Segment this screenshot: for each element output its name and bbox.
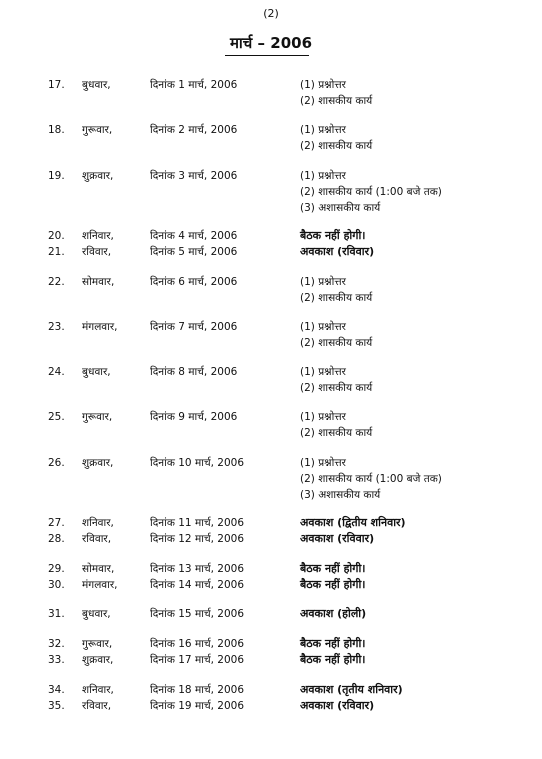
entry-weekday: बुधवार, bbox=[82, 366, 111, 378]
entry-date: दिनांक 18 मार्च, 2006 bbox=[150, 684, 245, 696]
entry-date: दिनांक 11 मार्च, 2006 bbox=[150, 517, 245, 529]
entry-date: दिनांक 8 मार्च, 2006 bbox=[150, 366, 238, 378]
entry-agenda bbox=[300, 319, 372, 351]
agenda-item: (2) शासकीय कार्य bbox=[300, 382, 373, 394]
entry-serial-number: 22. bbox=[48, 276, 65, 288]
entry-date: दिनांक 15 मार्च, 2006 bbox=[150, 608, 245, 620]
entry-serial-number: 19. bbox=[48, 170, 65, 182]
entry-serial-number: 26. bbox=[48, 457, 65, 469]
agenda-item: (1) प्रश्नोत्तर bbox=[300, 79, 346, 91]
entry-date: दिनांक 14 मार्च, 2006 bbox=[150, 579, 245, 591]
entry-agenda bbox=[300, 244, 374, 260]
agenda-item: बैठक नहीं होगी। bbox=[300, 637, 366, 650]
entry-agenda bbox=[300, 409, 372, 441]
entry-weekday: गुरूवार, bbox=[82, 638, 113, 650]
entry-date: दिनांक 17 मार्च, 2006 bbox=[150, 654, 245, 666]
agenda-item: (1) प्रश्नोत्तर bbox=[300, 124, 346, 136]
entry-weekday: सोमवार, bbox=[82, 276, 115, 288]
entry-agenda bbox=[300, 682, 403, 698]
schedule-entry bbox=[0, 274, 542, 304]
entry-date: दिनांक 2 मार्च, 2006 bbox=[150, 124, 238, 136]
schedule-entry bbox=[0, 409, 542, 439]
entry-weekday: मंगलवार, bbox=[82, 321, 118, 333]
schedule-entry bbox=[0, 606, 542, 622]
entry-serial-number: 34. bbox=[48, 684, 65, 696]
schedule-entry bbox=[0, 652, 542, 668]
entry-serial-number: 32. bbox=[48, 638, 65, 650]
agenda-item: (3) अशासकीय कार्य bbox=[300, 202, 381, 214]
entry-agenda bbox=[300, 77, 372, 109]
agenda-item: (2) शासकीय कार्य bbox=[300, 95, 373, 107]
page-number: (2) bbox=[263, 7, 279, 20]
entry-weekday: मंगलवार, bbox=[82, 579, 118, 591]
entry-weekday: रविवार, bbox=[82, 246, 112, 258]
title-underline bbox=[225, 55, 309, 56]
agenda-item: (2) शासकीय कार्य (1:00 बजे तक) bbox=[300, 186, 442, 198]
entry-serial-number: 21. bbox=[48, 246, 65, 258]
agenda-item: (1) प्रश्नोत्तर bbox=[300, 457, 346, 469]
entry-agenda bbox=[300, 168, 442, 216]
agenda-item: अवकाश (रविवार) bbox=[300, 245, 375, 258]
entry-date: दिनांक 13 मार्च, 2006 bbox=[150, 563, 245, 575]
entry-agenda bbox=[300, 364, 372, 396]
entry-serial-number: 29. bbox=[48, 563, 65, 575]
agenda-item: (1) प्रश्नोत्तर bbox=[300, 170, 346, 182]
entry-serial-number: 25. bbox=[48, 411, 65, 423]
agenda-item: बैठक नहीं होगी। bbox=[300, 229, 366, 242]
entry-weekday: शुक्रवार, bbox=[82, 457, 114, 469]
entry-agenda bbox=[300, 274, 372, 306]
entry-weekday: बुधवार, bbox=[82, 608, 111, 620]
entry-agenda bbox=[300, 652, 365, 668]
entry-agenda bbox=[300, 577, 365, 593]
schedule-entry bbox=[0, 168, 542, 214]
entry-date: दिनांक 9 मार्च, 2006 bbox=[150, 411, 238, 423]
schedule-entry bbox=[0, 698, 542, 714]
page-title: मार्च – 2006 bbox=[229, 34, 313, 52]
entry-date: दिनांक 5 मार्च, 2006 bbox=[150, 246, 238, 258]
entry-weekday: शनिवार, bbox=[82, 230, 114, 242]
schedule-entry bbox=[0, 319, 542, 349]
entry-agenda bbox=[300, 455, 442, 503]
entry-date: दिनांक 12 मार्च, 2006 bbox=[150, 533, 245, 545]
entry-serial-number: 18. bbox=[48, 124, 65, 136]
entry-serial-number: 23. bbox=[48, 321, 65, 333]
entry-weekday: शनिवार, bbox=[82, 517, 114, 529]
entry-agenda bbox=[300, 636, 365, 652]
schedule-entry bbox=[0, 531, 542, 547]
entry-serial-number: 33. bbox=[48, 654, 65, 666]
entry-date: दिनांक 16 मार्च, 2006 bbox=[150, 638, 245, 650]
entry-agenda bbox=[300, 228, 365, 244]
entry-date: दिनांक 7 मार्च, 2006 bbox=[150, 321, 238, 333]
entry-serial-number: 20. bbox=[48, 230, 65, 242]
entry-date: दिनांक 4 मार्च, 2006 bbox=[150, 230, 238, 242]
agenda-item: अवकाश (होली) bbox=[300, 607, 367, 620]
entry-date: दिनांक 10 मार्च, 2006 bbox=[150, 457, 245, 469]
agenda-item: (2) शासकीय कार्य bbox=[300, 337, 373, 349]
entry-agenda bbox=[300, 515, 406, 531]
entry-weekday: शनिवार, bbox=[82, 684, 114, 696]
schedule-entry bbox=[0, 364, 542, 394]
agenda-item: बैठक नहीं होगी। bbox=[300, 578, 366, 591]
entry-serial-number: 31. bbox=[48, 608, 65, 620]
schedule-entry bbox=[0, 122, 542, 152]
entry-weekday: रविवार, bbox=[82, 533, 112, 545]
schedule-entry bbox=[0, 77, 542, 107]
entry-date: दिनांक 19 मार्च, 2006 bbox=[150, 700, 245, 712]
agenda-item: अवकाश (रविवार) bbox=[300, 699, 375, 712]
entry-agenda bbox=[300, 698, 374, 714]
agenda-item: अवकाश (रविवार) bbox=[300, 532, 375, 545]
entry-weekday: शुक्रवार, bbox=[82, 654, 114, 666]
entry-agenda bbox=[300, 122, 372, 154]
entry-agenda bbox=[300, 531, 374, 547]
entry-weekday: गुरूवार, bbox=[82, 411, 113, 423]
schedule-entry bbox=[0, 455, 542, 501]
schedule-entry bbox=[0, 682, 542, 698]
entry-date: दिनांक 6 मार्च, 2006 bbox=[150, 276, 238, 288]
schedule-entry bbox=[0, 515, 542, 531]
entry-weekday: सोमवार, bbox=[82, 563, 115, 575]
schedule-entry bbox=[0, 636, 542, 652]
schedule-entry bbox=[0, 577, 542, 593]
entry-weekday: रविवार, bbox=[82, 700, 112, 712]
agenda-item: (2) शासकीय कार्य (1:00 बजे तक) bbox=[300, 473, 442, 485]
entry-date: दिनांक 3 मार्च, 2006 bbox=[150, 170, 238, 182]
agenda-item: (2) शासकीय कार्य bbox=[300, 427, 373, 439]
agenda-item: बैठक नहीं होगी। bbox=[300, 562, 366, 575]
agenda-item: (1) प्रश्नोत्तर bbox=[300, 366, 346, 378]
entry-serial-number: 30. bbox=[48, 579, 65, 591]
entry-date: दिनांक 1 मार्च, 2006 bbox=[150, 79, 238, 91]
agenda-item: बैठक नहीं होगी। bbox=[300, 653, 366, 666]
schedule-entry bbox=[0, 228, 542, 244]
schedule-entry bbox=[0, 561, 542, 577]
entry-serial-number: 24. bbox=[48, 366, 65, 378]
agenda-item: (2) शासकीय कार्य bbox=[300, 140, 373, 152]
agenda-item: अवकाश (तृतीय शनिवार) bbox=[300, 683, 403, 696]
entry-serial-number: 27. bbox=[48, 517, 65, 529]
entry-weekday: शुक्रवार, bbox=[82, 170, 114, 182]
entry-weekday: बुधवार, bbox=[82, 79, 111, 91]
agenda-item: (3) अशासकीय कार्य bbox=[300, 489, 381, 501]
entry-serial-number: 17. bbox=[48, 79, 65, 91]
agenda-item: अवकाश (द्वितीय शनिवार) bbox=[300, 516, 406, 529]
agenda-item: (1) प्रश्नोत्तर bbox=[300, 276, 346, 288]
entry-agenda bbox=[300, 606, 366, 622]
schedule-entry bbox=[0, 244, 542, 260]
agenda-item: (1) प्रश्नोत्तर bbox=[300, 411, 346, 423]
agenda-item: (1) प्रश्नोत्तर bbox=[300, 321, 346, 333]
entry-agenda bbox=[300, 561, 365, 577]
entry-serial-number: 28. bbox=[48, 533, 65, 545]
entry-weekday: गुरूवार, bbox=[82, 124, 113, 136]
agenda-item: (2) शासकीय कार्य bbox=[300, 292, 373, 304]
entry-serial-number: 35. bbox=[48, 700, 65, 712]
